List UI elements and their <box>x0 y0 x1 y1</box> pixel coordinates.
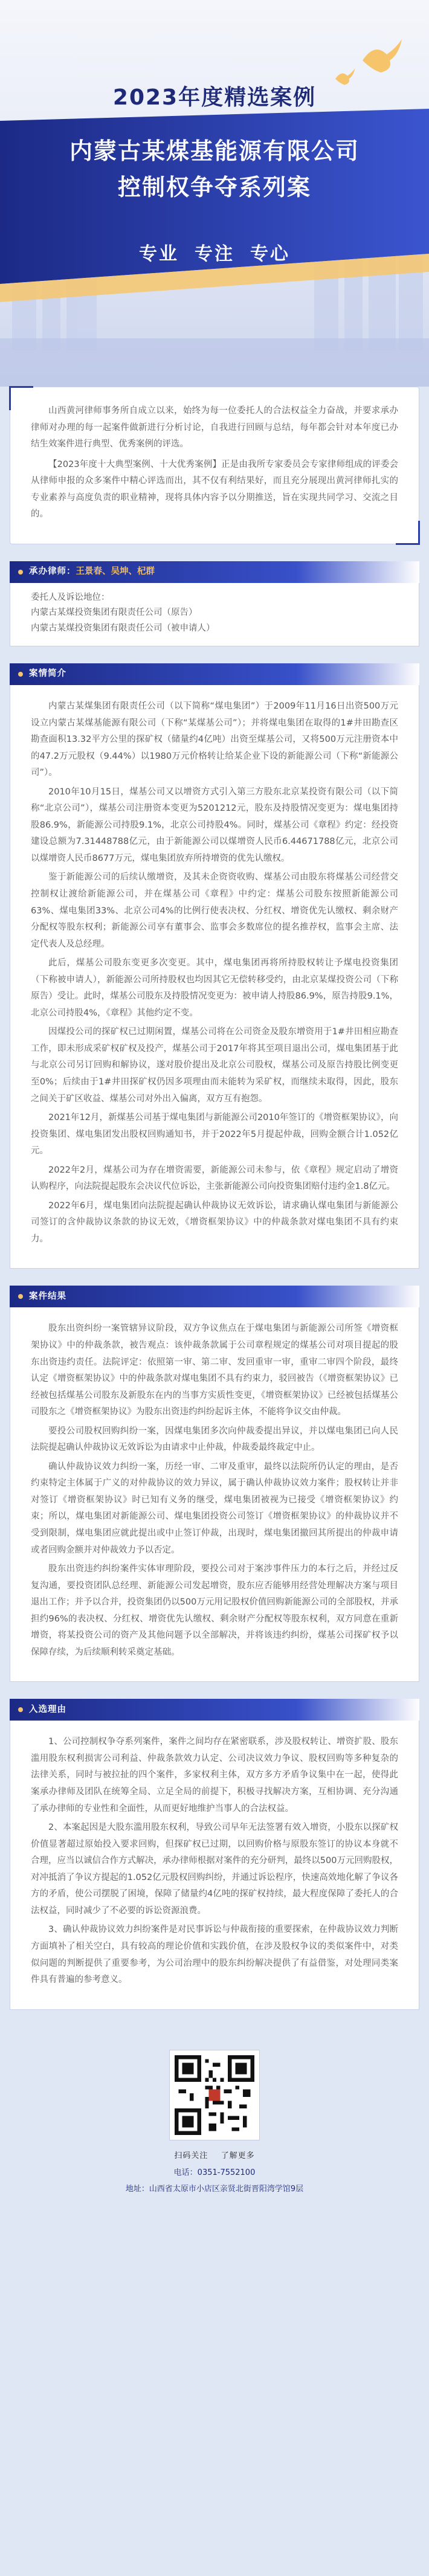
slogan-1: 专业 <box>139 243 179 265</box>
result-paragraph: 股东出资违约纠纷案件实体审理阶段，要投公司对于案涉事件压力的本行之后，并经过反复沟通，要投资团队总经理、新能源公司发起增资，股东应否能够用经营处理解决方案与项目退出工作；并予以合并，投资集团仍以500万元用记股权价值回购新能源公司的全部股权，并承担约96%的表决权、分红权、增资优先认缴权、剩余财产分配权等股东权利，双方同意在重新增资，将某投资公司的资产及其他问题予以全部解决，并将该违约纠纷，煤基公司探矿权予以保障存续，为后续顺利转采奠定基础。 <box>31 1564 398 1657</box>
lawyer-names: 王景春、吴坤、杞群 <box>76 567 155 577</box>
bullet-dot-icon <box>18 1707 23 1712</box>
case-paragraph: 因煤投公司的探矿权已过期闲置，煤基公司将在公司资金及股东增资用于1#井田相应勘查工作，即未形成采矿权矿权及投产，煤基公司于2017年将其至项目退出公司，煤电集团基于此与北京公司另订回购和解协议，遂对股价提出及北京公司股权，煤基公司及原告持股比例变更至0%；后续由于1#井田探矿权仍因多项理由而未能转为采矿权，而继续未取得，因此，股东之间关于矿区收益、煤基公司对外出入偏离，双方互有抱怨。 <box>31 1027 398 1104</box>
qr-code[interactable] <box>169 2050 260 2140</box>
footer <box>0 2034 429 2215</box>
slogan-2: 专注 <box>195 243 234 265</box>
section-heading: 案情简介 <box>29 669 66 679</box>
lawyer-header <box>10 561 419 583</box>
year-title: 2023年度精选案例 <box>112 85 317 110</box>
section-heading: 案件结果 <box>29 1291 66 1301</box>
case-paragraph: 2010年10月15日，煤基公司又以增资方式引入第三方股东北京某投资有限公司（以下简称“北京公司”），煤基公司注册资本变更为5201212元，股东及持股情况变更为：煤电集团持股86.9%，新能源公司持股9.1%，北京公司持股4%。同时，煤基公司《章程》约定：经投资建设总额为7.31448788亿元，由于新能源公司以煤增资人民币6.44671788亿元，北京公司以煤增资人民币8677万元，煤电集团放弃所持增资的优先认缴权。 <box>31 787 398 863</box>
bullet-dot-icon <box>18 1294 23 1299</box>
corner-decoration <box>9 386 33 410</box>
result-paragraph: 确认仲裁协议效力纠纷一案，历经一审、二审及重审，最终以法院所仍认定的理由，是否约束特定主体属于广义的对仲裁协议的效力异议，属于确认仲裁协议效力案件；股权转让并非对签订《增资框架协议》时已知有义务的继受，煤电集团被视为已接受《增资框架协议》约束；所以，煤电集团对新能源公司、煤电集团投资公司签订《增资框架协议》的仲裁协议并不受到限制，煤电集团应就此提出或中止签订仲裁，出现时，煤电集团撤回其所提出的仲裁申请或者回购金额并对仲裁效力予以否定。 <box>31 1461 398 1555</box>
qr-code-icon <box>175 2055 254 2135</box>
case-paragraph: 2021年12月，新煤基公司基于煤电集团与新能源公司2010年签订的《增资框架协议》，向投资集团、煤电集团发出股权回购通知书，并于2022年5月提起仲裁，回购金额合计1.052亿元。 <box>31 1113 398 1156</box>
intro-paragraph: 【2023年度十大典型案例、十大优秀案例】正是由我所专家委员会专家律师组成的评委会从律师申报的众多案件中精心评选而出，其不仅有利结果好，而且充分展现出黄河律师扎实的专业素养与高度负责的职业精神，现将具体内容予以分期推送，旨在实现共同学习、交流之目的。 <box>31 459 398 520</box>
phone-label: 电话： <box>173 2168 198 2178</box>
phone-value: 0351-7552100 <box>197 2168 256 2178</box>
slogan-row <box>0 237 429 271</box>
company-title-line1: 内蒙古某煤基能源有限公司 <box>69 138 360 164</box>
bullet-dot-icon <box>18 570 23 575</box>
company-title-line2: 控制权争夺系列案 <box>117 174 311 201</box>
section-heading: 入选理由 <box>29 1704 66 1715</box>
result-paragraph: 股东出资纠纷一案管辖异议阶段，双方争议焦点在于煤电集团与新能源公司所签《增资框架协议》中的仲裁条款，被告观点：该仲裁条款属于公司章程规定的煤基公司对项目提起的股东出资违约责任。法院评定：依照第一审、第二审、发回重审一审，重审二审四个阶段，最终认定《增资框架协议》中的仲裁条款对煤电集团不具有约束力，驳回被告（《增资框架协议》已经被包括煤基公司股东及新股东在内的当事方实质性变更，《增资框架协议》已经被包括煤基公司股东之《增资框架协议》为股东出资违约纠纷起诉主体，不能将争议交由仲裁。 <box>31 1324 398 1417</box>
address-label: 地址： <box>125 2184 149 2194</box>
dove-icon <box>356 36 405 79</box>
value-header <box>10 1699 419 1721</box>
address-value: 山西省太原市小店区亲贤北街晋阳湾学馆9层 <box>149 2184 304 2194</box>
bullet-dot-icon <box>18 672 23 677</box>
case-paragraph: 2022年6月，煤电集团向法院提起确认仲裁协议无效诉讼，请求确认煤电集团与新能源公司签订的含仲裁协议条款的协议无效，《增资框架协议》中的仲裁条款对煤电集团不具有约束力。 <box>31 1200 398 1244</box>
result-body <box>10 1307 419 1682</box>
value-paragraph: 1、公司控制权争夺系列案件，案件之间均存在紧密联系，涉及股权转让、增资扩股、股东滥用股东权利损害公司利益、仲裁条款效力认定、公司决议效力争议、股权回购等多种复杂的法律关系，同时与被拉扯的四个案件，多家权利主体，双方多方矛盾争议集中在一起，使得此案承办律师及团队在统筹全局、立足全局的前提下，积极寻找解决方案，互相协调、充分沟通了承办律师的专业性和全面性，从而更好地维护当事人的合法权益。 <box>31 1737 398 1814</box>
result-paragraph: 要投公司股权回购纠纷一案，因煤电集团多次向仲裁委提出异议，并以煤电集团已向人民法院提起确认仲裁协议无效诉讼为由请求中止仲裁，仲裁委最终裁定中止。 <box>31 1426 398 1453</box>
follow-line <box>0 2149 429 2164</box>
party-line: 内蒙古某煤投资集团有限责任公司（原告） <box>31 608 198 618</box>
party-line: 委托人及诉讼地位： <box>31 592 110 602</box>
case-paragraph: 鉴于新能源公司的后续认缴增资，及其未企资资收购、煤基公司由股东将煤基公司经营交控制权让渡给新能源公司，并在煤基公司《章程》中约定：煤基公司股东按照新能源公司63%、煤电集团33%、北京公司4%的比例行使表决权、分红权、增资优先认缴权、剩余财产分配权等股东权利；新能源公司享有董事会、监事会多数席位的提名推荐权，监事会主席、法定代表人及总经理。 <box>31 872 398 949</box>
case-paragraph: 内蒙古某煤集团有限责任公司（以下简称“煤电集团”）于2009年11月16日出资500万元设立内蒙古某煤基能源有限公司（下称“某煤基公司”）；并将煤电集团在取得的1#井田勘查区勘查面积13.32平方公里的探矿权（储量约4亿吨）出资至煤基公司，又将500万元注册资本中的47.2万元股权（9.44%）以1980万元价格转让给某企业下设的新能源公司（下称“新能源公司”）。 <box>31 701 398 778</box>
address-line <box>0 2182 429 2197</box>
value-paragraph: 2、本案起因是大股东滥用股东权利，导致公司早年无法签署有效入增资，小股东以探矿权价值显著超过原始投入要求回购，但探矿权已过期，以回购价格与原股东签订的协议本身就不合理，应当以诚信合作方式解决，承办律师根据对案件的充分研判，最终以500万元回购股权，对冲抵消了争议方提起的1.052亿元股权回购纠纷，并通过诉讼程序，快速高效地化解了争议各方的矛盾，使公司摆脱了困境，保障了储量约4亿吨的探矿权持续，最大程度保障了委托人的合法权益，同时减少了不必要的诉讼资源浪费。 <box>31 1823 398 1916</box>
more-label: 了解更多 <box>221 2151 255 2160</box>
intro-card <box>10 387 419 544</box>
lawyer-label: 承办律师： <box>29 567 76 577</box>
follow-label: 扫码关注 <box>174 2151 208 2160</box>
intro-paragraph: 山西黄河律师事务所自成立以来，始终为每一位委托人的合法权益全力奋战，并要求承办律师对办理的每一起案件做新进行分析讨论，自我进行回顾与总结，每年都会针对本年度已办结生效案件进行典型、优秀案例的评选。 <box>31 406 398 449</box>
value-paragraph: 3、确认仲裁协议效力纠纷案件是对民事诉讼与仲裁衔接的重要探索，在仲裁协议效力判断方面填补了相关空白，具有较高的理论价值和实践价值，在涉及股权争议的类似案件中，对类似问题的判断提供了重要参考，为公司治理中的股东纠纷解决提供了有益借鉴，对处理同类案件具有普遍的参考意义。 <box>31 1925 398 1985</box>
slogan-3: 专心 <box>250 243 290 265</box>
corner-decoration <box>396 521 420 545</box>
case-paragraph: 此后，煤基公司股东变更多次变更。其中，煤电集团再将所持股权转让予煤电投资集团（下称被申请人），新能源公司所持股权也均因其它无偿转移受约，由北京某煤投资公司（下称原告）受让。此时，煤基公司股东及持股情况变更为：被申请人持股86.9%，原告持股9.1%，北京公司持股4%，《章程》其他约定不变。 <box>31 958 398 1018</box>
hero-banner <box>0 0 429 387</box>
party-list <box>10 583 419 646</box>
case-paragraph: 2022年2月，煤基公司为存在增资需要，新能源公司未参与，依《章程》规定启动了增资认购程序，向法院提起股东会决议代位诉讼，主张新能源公司向投资集团赔付违约金1.8亿元。 <box>31 1165 398 1192</box>
contact-line <box>0 2166 429 2181</box>
result-header <box>10 1286 419 1307</box>
party-line: 内蒙古某煤投资集团有限责任公司（被申请人） <box>31 623 215 633</box>
value-body <box>10 1721 419 2009</box>
case-intro-body <box>10 685 419 1269</box>
case-intro-header <box>10 663 419 685</box>
